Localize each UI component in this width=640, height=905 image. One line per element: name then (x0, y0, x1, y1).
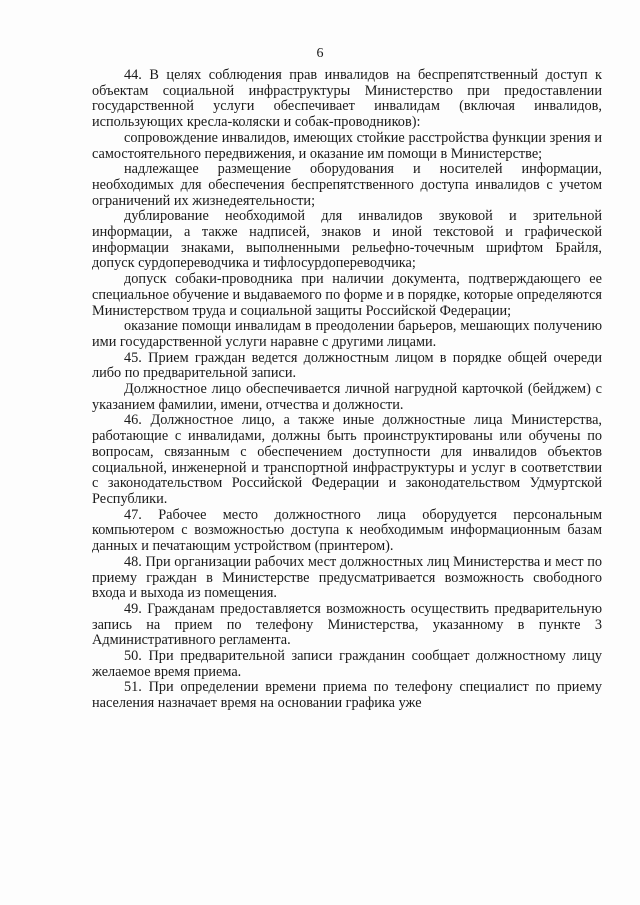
paragraph-barriers: оказание помощи инвалидам в преодолении барьеров, мешающих получению ими государственной услуги наравне с другими лицами. (92, 318, 602, 350)
paragraph-48: 48. При организации рабочих мест должностных лиц Министерства и мест по приему граждан в Министерстве предусматривается возможность свободного входа и выхода из помещения. (92, 553, 602, 602)
paragraph-46: 46. Должностное лицо, а также иные должностные лица Министерства, работающие с инвалидами, должны быть проинструктированы или обучены по вопросам, связанным с обеспечением доступности для инвалидов объектов социальной, инженерной и транспортной инфраструктуры и услуг в соответствии с законодательством Российской Федерации и законодательством Удмуртской Республики. (92, 412, 602, 507)
paragraph-44: 44. В целях соблюдения прав инвалидов на беспрепятственный доступ к объектам социальной инфраструктуры Министерство при предоставлении государственной услуги обеспечивает инвалидам (включая инвалидов, использующих кресла-коляски и собак-проводников): (92, 67, 602, 131)
paragraph-escort: сопровождение инвалидов, имеющих стойкие расстройства функции зрения и самостоятельного передвижения, и оказание им помощи в Министерстве; (92, 129, 602, 162)
paragraph-49: 49. Гражданам предоставляется возможность осуществить предварительную запись на прием по телефону Министерства, указанному в пункте 3 Административного регламента. (92, 600, 602, 649)
paragraph-51: 51. При определении времени приема по телефону специалист по приему населения назначает время на основании графика уже (92, 679, 602, 712)
document-body (92, 68, 602, 712)
paragraph-badge: Должностное лицо обеспечивается личной нагрудной карточкой (бейджем) с указанием фамилии, имени, отчества и должности. (92, 381, 602, 413)
page-number: 6 (316, 46, 324, 61)
paragraph-guide-dog: допуск собаки-проводника при наличии документа, подтверждающего ее специальное обучение и выдаваемого по форме и в порядке, которые определяются Министерством труда и социальной защиты Российской Федерации; (92, 271, 602, 319)
paragraph-braille: дублирование необходимой для инвалидов звуковой и зрительной информации, а также надписей, знаков и иной текстовой и графической информации знаками, выполненными рельефно-точечным шрифтом Брайля, допуск сурдопереводчика и тифлосурдопереводчика; (92, 208, 602, 272)
paragraph-45: 45. Прием граждан ведется должностным лицом в порядке общей очереди либо по предварительной записи. (92, 349, 602, 382)
paragraph-50: 50. При предварительной записи гражданин сообщает должностному лицу желаемое время приема. (92, 648, 602, 680)
paragraph-47: 47. Рабочее место должностного лица оборудуется персональным компьютером с возможностью доступа к необходимым информационным базам данных и печатающим устройством (принтером). (92, 506, 602, 555)
paragraph-equipment: надлежащее размещение оборудования и носителей информации, необходимых для обеспечения беспрепятственного доступа инвалидов с учетом ограничений их жизнедеятельности; (92, 161, 602, 209)
